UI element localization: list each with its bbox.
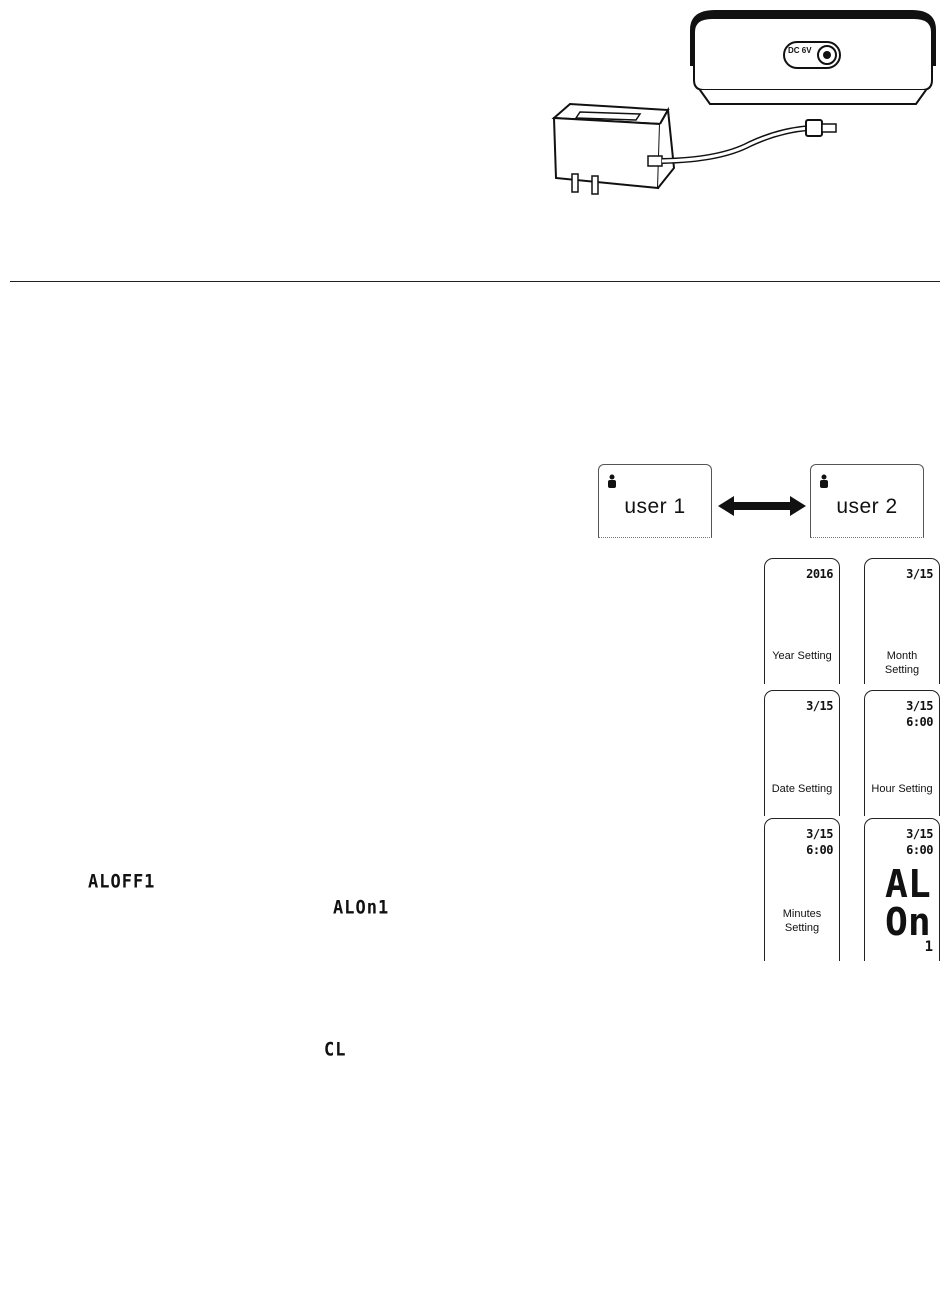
lcd-line1: 3/15 [906, 567, 933, 581]
lcd-caption: Month Setting [884, 650, 920, 676]
lcd-caption: Date Setting [771, 783, 833, 795]
user-card-2 [810, 464, 924, 538]
user-2-label: user 2 [836, 495, 898, 518]
lcd-line1: 3/15 [906, 827, 933, 841]
lcd-line2: 6:00 [906, 843, 933, 857]
user-card-1 [598, 464, 712, 538]
inline-al-on: ALOn1 [333, 897, 390, 919]
person-icon [607, 474, 617, 488]
lcd-line2: 6:00 [806, 843, 833, 857]
lcd-small-digit: 1 [924, 939, 933, 955]
lcd-caption: Year Setting [772, 650, 832, 662]
inline-cl: CL [324, 1039, 347, 1061]
user-1-label: user 1 [624, 495, 686, 518]
lcd-big-line1: AL [885, 862, 931, 906]
lcd-caption: Minutes Setting [782, 908, 822, 934]
adapter-illustration [540, 8, 940, 208]
double-arrow-icon [718, 494, 806, 518]
lcd-caption: Hour Setting [871, 783, 933, 795]
lcd-line1: 3/15 [906, 699, 933, 713]
lcd-alarm-on [864, 818, 940, 961]
lcd-line1: 3/15 [806, 699, 833, 713]
jack-label: DC 6V [788, 46, 812, 55]
lcd-big-line2: On [885, 900, 931, 944]
section-divider [10, 281, 940, 282]
lcd-hour-setting [864, 690, 940, 816]
lcd-line2: 6:00 [906, 715, 933, 729]
person-icon [819, 474, 829, 488]
lcd-line1: 2016 [806, 567, 833, 581]
lcd-line1: 3/15 [806, 827, 833, 841]
lcd-year-setting [764, 558, 840, 684]
lcd-minutes-setting [764, 818, 840, 961]
lcd-month-setting [864, 558, 940, 684]
lcd-date-setting [764, 690, 840, 816]
inline-al-off: ALOFF1 [88, 871, 156, 893]
